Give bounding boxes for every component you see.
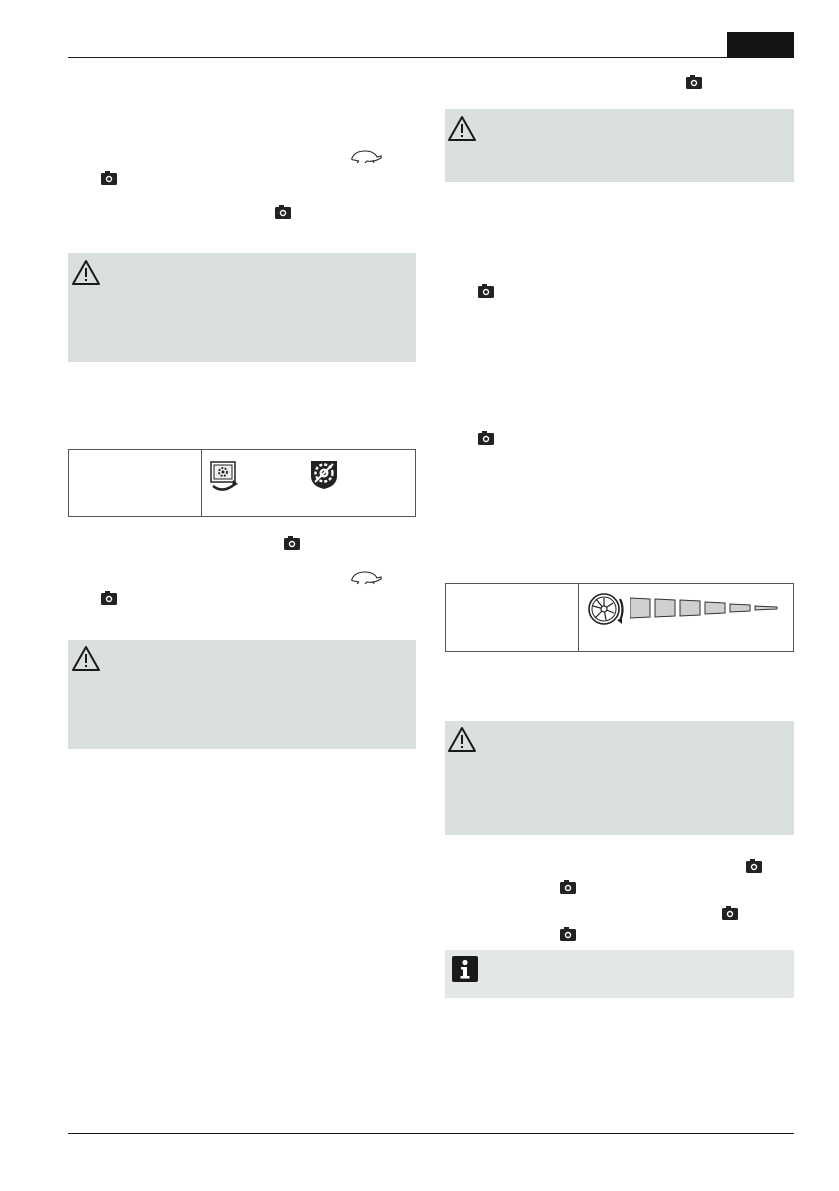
- speed-step-2: [655, 599, 675, 617]
- rotation-wheel-icon: [586, 589, 626, 629]
- turtle-icon: [349, 148, 383, 164]
- warning-triangle-icon: [71, 645, 101, 672]
- camera-icon[interactable]: [722, 906, 738, 920]
- camera-icon[interactable]: [686, 75, 702, 89]
- warning-panel: [68, 640, 416, 749]
- table-divider: [578, 584, 579, 651]
- turtle-icon: [349, 569, 383, 585]
- camera-icon[interactable]: [478, 284, 494, 298]
- speed-step-5: [730, 604, 750, 612]
- gear-shield-icon: [308, 458, 340, 490]
- speed-step-4: [705, 602, 725, 614]
- warning-triangle-icon: [71, 259, 101, 286]
- warning-panel: [68, 253, 416, 362]
- speed-steps: [630, 597, 780, 619]
- speed-step-6: [755, 606, 777, 610]
- info-panel: [445, 950, 794, 998]
- table-divider: [201, 450, 202, 516]
- camera-icon[interactable]: [284, 536, 300, 550]
- camera-icon[interactable]: [746, 859, 762, 873]
- warning-panel: [445, 721, 794, 835]
- camera-icon[interactable]: [275, 205, 291, 219]
- footer-rule: [68, 1133, 794, 1134]
- camera-icon[interactable]: [101, 171, 117, 185]
- speed-step-1: [630, 598, 650, 618]
- settings-rotate-icon: [209, 460, 241, 492]
- speed-table: [445, 583, 794, 652]
- camera-icon[interactable]: [560, 880, 576, 894]
- info-icon: [452, 956, 478, 982]
- camera-icon[interactable]: [101, 591, 117, 605]
- language-tab: [727, 32, 794, 58]
- warning-triangle-icon: [447, 726, 477, 753]
- camera-icon[interactable]: [560, 927, 576, 941]
- warning-panel: [445, 109, 794, 182]
- warning-triangle-icon: [447, 115, 477, 142]
- speed-step-3: [680, 600, 700, 616]
- function-table: [68, 449, 416, 517]
- camera-icon[interactable]: [478, 431, 494, 445]
- header-rule: [68, 57, 794, 58]
